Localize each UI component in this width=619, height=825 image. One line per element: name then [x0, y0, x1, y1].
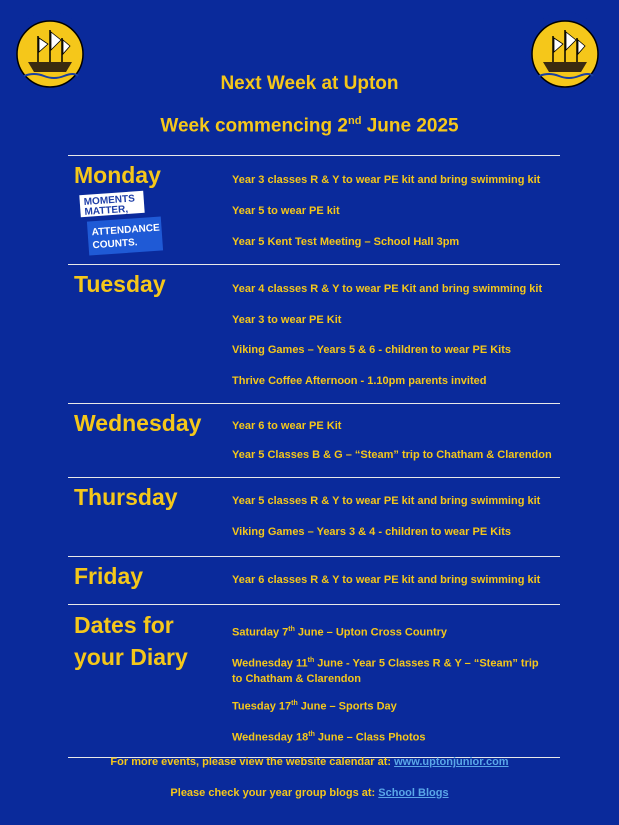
schedule-table: [68, 155, 560, 758]
list-item: Year 5 classes R & Y to wear PE kit and bring swimming kit: [232, 495, 541, 507]
week-commencing: Week commencing 2nd June 2025: [160, 115, 459, 137]
list-item: Year 3 to wear PE Kit: [232, 314, 342, 326]
row-wednesday: [68, 403, 560, 477]
day-label-friday: Friday: [74, 563, 144, 589]
list-item: Year 5 Classes B & G – “Steam” trip to Chatham & Clarendon: [232, 449, 552, 461]
list-item: Tuesday 17th June – Sports Day: [232, 700, 397, 713]
day-label-wednesday: Wednesday: [74, 410, 202, 436]
list-item: Wednesday 11th June - Year 5 Classes R & Y – “Steam” trip to Chatham & Clarendon: [232, 657, 539, 685]
list-item: Viking Games – Years 5 & 6 - children to wear PE Kits: [232, 344, 511, 356]
list-item: Year 4 classes R & Y to wear PE Kit and bring swimming kit: [232, 283, 543, 295]
list-item: Year 3 classes R & Y to wear PE kit and bring swimming kit: [232, 174, 541, 186]
list-item: Year 5 Kent Test Meeting – School Hall 3pm: [232, 236, 460, 248]
svg-text:MATTER,: MATTER,: [84, 203, 129, 218]
day-label-diary: Dates for your Diary: [74, 612, 188, 670]
list-item: Year 6 classes R & Y to wear PE kit and bring swimming kit: [232, 574, 541, 586]
row-diary: [68, 604, 560, 758]
list-item: Thrive Coffee Afternoon - 1.10pm parents invited: [232, 375, 487, 387]
website-link[interactable]: www.uptonjunior.com: [394, 756, 509, 768]
list-item: Saturday 7th June – Upton Cross Country: [232, 626, 448, 639]
svg-text:COUNTS.: COUNTS.: [92, 237, 138, 252]
row-friday: [68, 556, 560, 604]
list-item: Viking Games – Years 3 & 4 - children to wear PE Kits: [232, 526, 511, 538]
svg-text:ATTENDANCE: ATTENDANCE: [91, 222, 161, 239]
row-tuesday: [68, 264, 560, 403]
day-label-tuesday: Tuesday: [74, 271, 166, 297]
list-item: Year 5 to wear PE kit: [232, 205, 340, 217]
day-label-thursday: Thursday: [74, 484, 178, 510]
list-item: Year 6 to wear PE Kit: [232, 420, 342, 432]
svg-text:MOMENTS: MOMENTS: [83, 193, 136, 208]
list-item: Wednesday 18th June – Class Photos: [232, 731, 426, 744]
footer-blogs: Please check your year group blogs at: School Blogs: [170, 787, 449, 799]
row-monday: [68, 155, 560, 264]
footer-events: For more events, please view the website calendar at: www.uptonjunior.com: [110, 756, 509, 768]
school-blogs-link[interactable]: School Blogs: [378, 787, 449, 799]
page-title: Next Week at Upton: [220, 73, 399, 94]
day-label-monday: Monday: [74, 162, 161, 188]
attendance-badge: [78, 189, 164, 259]
row-thursday: [68, 477, 560, 556]
